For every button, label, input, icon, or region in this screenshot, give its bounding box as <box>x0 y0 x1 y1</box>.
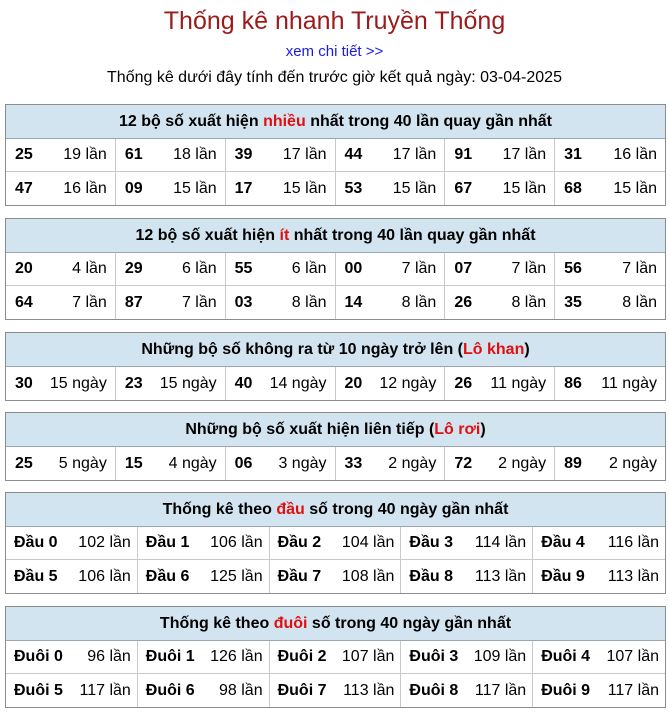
stat-number: Đầu 7 <box>277 567 322 585</box>
stat-cell <box>6 172 116 205</box>
stat-number: Đầu 4 <box>541 534 585 551</box>
header-text: nhất trong 40 lần quay gần nhất <box>310 112 552 130</box>
stat-count: 12 ngày <box>379 374 437 392</box>
stat-cell <box>6 674 138 707</box>
header-highlight: nhiều <box>263 112 306 130</box>
dau-panel <box>5 492 666 594</box>
header-highlight: Lô rơi <box>434 420 481 438</box>
stat-number: Đầu 1 <box>145 534 190 551</box>
stat-cell <box>445 172 555 205</box>
stat-count: 7 lần <box>401 260 437 277</box>
panel-header <box>6 607 665 641</box>
stat-cell <box>270 674 402 707</box>
stat-count: 16 lần <box>63 179 107 197</box>
stat-count: 17 lần <box>282 146 327 163</box>
lo-roi-panel <box>5 412 666 481</box>
stat-count: 126 lần <box>210 648 263 665</box>
stat-number: 40 <box>234 374 253 392</box>
stat-cell <box>555 139 665 172</box>
stat-count: 107 lần <box>341 648 395 665</box>
stat-cell <box>138 527 270 560</box>
stat-cell <box>116 367 226 400</box>
stat-count: 7 lần <box>622 260 657 277</box>
stats-grid <box>6 447 665 480</box>
header-text: 12 bộ số xuất hiện <box>119 112 259 130</box>
stat-count: 8 lần <box>291 293 327 311</box>
stat-number: Đuôi 9 <box>541 681 591 699</box>
least-frequent-panel <box>5 218 666 320</box>
stat-count: 116 lần <box>607 534 659 551</box>
stat-cell <box>336 286 446 319</box>
stat-number: 64 <box>15 293 33 311</box>
stat-number: Đầu 9 <box>541 567 585 585</box>
stat-cell <box>533 674 665 707</box>
stat-count: 15 lần <box>613 179 657 197</box>
stats-grid <box>6 527 665 593</box>
stat-count: 18 lần <box>173 146 217 163</box>
stat-cell <box>6 286 116 319</box>
stat-cell <box>6 527 138 560</box>
stat-number: 15 <box>124 454 143 472</box>
stat-count: 5 ngày <box>58 454 107 472</box>
stat-count: 104 lần <box>341 534 395 551</box>
stat-cell <box>226 367 336 400</box>
stat-cell <box>555 253 665 286</box>
stat-count: 2 ngày <box>388 454 437 472</box>
stat-number: 31 <box>564 146 582 163</box>
stat-cell <box>270 527 402 560</box>
stat-number: 26 <box>454 374 473 392</box>
stat-number: 55 <box>234 260 253 277</box>
stat-cell <box>445 447 555 480</box>
stat-count: 19 lần <box>63 146 107 163</box>
header-text: số trong 40 ngày gần nhất <box>309 500 509 518</box>
stat-count: 8 lần <box>511 293 547 311</box>
stat-cell <box>138 674 270 707</box>
stat-count: 117 lần <box>79 681 131 699</box>
stat-cell <box>116 253 226 286</box>
header-highlight: đuôi <box>273 614 308 632</box>
stat-count: 2 ngày <box>608 454 657 472</box>
stat-number: 03 <box>234 293 253 311</box>
stat-number: 00 <box>344 260 363 277</box>
stat-count: 14 ngày <box>269 374 327 392</box>
stats-grid <box>6 139 665 205</box>
stat-cell <box>555 447 665 480</box>
detail-link[interactable]: xem chi tiết >> <box>285 43 384 60</box>
stat-cell <box>226 172 336 205</box>
stat-number: 56 <box>564 260 582 277</box>
stats-grid <box>6 367 665 400</box>
panel-header <box>6 413 665 447</box>
stat-number: 20 <box>15 260 33 277</box>
stat-number: 86 <box>564 374 582 392</box>
stat-number: 44 <box>344 146 363 163</box>
stat-count: 15 lần <box>173 179 217 197</box>
stat-count: 98 lần <box>219 681 263 699</box>
panel-header <box>6 219 665 253</box>
panel-header <box>6 105 665 139</box>
stat-number: Đầu 0 <box>14 534 58 551</box>
stat-number: 09 <box>124 179 143 197</box>
stat-number: Đầu 2 <box>277 534 322 551</box>
stat-count: 102 lần <box>78 534 131 551</box>
stat-cell <box>336 367 446 400</box>
header-text: Thống kê theo <box>162 500 272 518</box>
header-text: ) <box>480 420 486 438</box>
stat-cell <box>226 253 336 286</box>
stat-number: 68 <box>564 179 582 197</box>
stat-count: 16 lần <box>613 146 657 163</box>
stat-number: 67 <box>454 179 473 197</box>
stat-count: 7 lần <box>181 293 217 311</box>
stat-cell <box>226 286 336 319</box>
stat-cell <box>138 560 270 593</box>
stat-count: 113 lần <box>607 567 659 585</box>
stat-number: Đuôi 2 <box>277 648 327 665</box>
stat-count: 107 lần <box>606 648 659 665</box>
stat-number: 30 <box>15 374 33 392</box>
stat-count: 6 lần <box>291 260 327 277</box>
duoi-panel <box>5 606 666 708</box>
page-subtitle: Thống kê dưới đây tính đến trước giờ kết quả ngày: 03-04-2025 <box>107 69 562 86</box>
stat-number: Đầu 3 <box>409 534 453 551</box>
header-text: nhất trong 40 lần quay gần nhất <box>293 226 536 244</box>
stat-count: 117 lần <box>474 681 527 699</box>
stat-number: Đuôi 5 <box>14 681 63 699</box>
stat-number: Đầu 5 <box>14 567 58 585</box>
stat-count: 11 ngày <box>490 374 547 392</box>
stat-cell <box>116 286 226 319</box>
stat-count: 106 lần <box>210 534 263 551</box>
header-highlight: đầu <box>276 500 305 518</box>
stat-count: 2 ngày <box>498 454 547 472</box>
stats-grid <box>6 253 665 319</box>
stat-cell <box>116 139 226 172</box>
stat-count: 117 lần <box>607 681 659 699</box>
stat-number: 47 <box>15 179 33 197</box>
stat-number: 87 <box>124 293 143 311</box>
stat-number: 14 <box>344 293 363 311</box>
stat-count: 7 lần <box>511 260 547 277</box>
stat-cell <box>6 253 116 286</box>
stat-cell <box>401 527 533 560</box>
stat-number: Đầu 8 <box>409 567 453 585</box>
stat-cell <box>270 641 402 674</box>
stat-count: 4 lần <box>72 260 107 277</box>
stat-number: 39 <box>234 146 253 163</box>
stat-number: Đuôi 6 <box>145 681 195 699</box>
stat-number: 35 <box>564 293 582 311</box>
stat-cell <box>336 172 446 205</box>
most-frequent-panel <box>5 104 666 206</box>
stat-count: 15 ngày <box>49 374 107 392</box>
page-title: Thống kê nhanh Truyền Thống <box>163 7 506 35</box>
stat-cell <box>401 560 533 593</box>
stat-cell <box>116 447 226 480</box>
stat-number: Đuôi 0 <box>14 648 63 665</box>
stat-number: 89 <box>564 454 582 472</box>
stat-cell <box>226 139 336 172</box>
stat-count: 4 ngày <box>168 454 217 472</box>
stat-count: 15 lần <box>392 179 437 197</box>
stat-count: 109 lần <box>473 648 527 665</box>
stat-number: Đuôi 8 <box>409 681 459 699</box>
stat-cell <box>336 253 446 286</box>
stat-cell <box>533 560 665 593</box>
header-text: Những bộ số xuất hiện liên tiếp ( <box>185 420 435 438</box>
header-text: ) <box>524 340 530 358</box>
stat-cell <box>270 560 402 593</box>
stat-count: 114 lần <box>474 534 527 551</box>
panel-header <box>6 333 665 367</box>
stat-count: 11 ngày <box>601 374 657 392</box>
stat-number: 91 <box>454 146 473 163</box>
stat-cell <box>6 560 138 593</box>
stat-count: 8 lần <box>622 293 657 311</box>
stat-count: 96 lần <box>87 648 131 665</box>
stat-cell <box>445 253 555 286</box>
stat-cell <box>533 641 665 674</box>
stat-count: 113 lần <box>474 567 527 585</box>
stat-cell <box>336 447 446 480</box>
stat-cell <box>6 641 138 674</box>
stat-cell <box>401 641 533 674</box>
stat-number: 20 <box>344 374 363 392</box>
stat-cell <box>555 367 665 400</box>
stats-grid <box>6 641 665 707</box>
stat-count: 3 ngày <box>278 454 327 472</box>
stat-number: 26 <box>454 293 473 311</box>
stat-count: 15 lần <box>282 179 327 197</box>
stat-cell <box>445 286 555 319</box>
stat-number: 33 <box>344 454 363 472</box>
header-text: Những bộ số không ra từ 10 ngày trở lên ( <box>141 340 463 358</box>
stat-count: 106 lần <box>78 567 131 585</box>
stat-number: Đầu 6 <box>145 567 190 585</box>
stat-count: 15 lần <box>502 179 547 197</box>
stat-number: Đuôi 4 <box>541 648 591 665</box>
header-text: Thống kê theo <box>159 614 270 632</box>
stat-cell <box>445 367 555 400</box>
stat-count: 8 lần <box>401 293 437 311</box>
stat-cell <box>533 527 665 560</box>
stat-count: 7 lần <box>72 293 107 311</box>
stat-number: Đuôi 7 <box>277 681 327 699</box>
stat-number: Đuôi 1 <box>145 648 195 665</box>
stat-number: 61 <box>124 146 143 163</box>
stat-cell <box>138 641 270 674</box>
stat-count: 125 lần <box>210 567 263 585</box>
stat-number: 07 <box>454 260 473 277</box>
stat-number: 25 <box>15 146 33 163</box>
stat-number: 25 <box>15 454 33 472</box>
lo-khan-panel <box>5 332 666 401</box>
stat-number: 17 <box>234 179 253 197</box>
header-text: số trong 40 ngày gần nhất <box>311 614 512 632</box>
header-highlight: ít <box>279 226 290 244</box>
stat-cell <box>6 367 116 400</box>
stat-count: 17 lần <box>502 146 547 163</box>
stat-cell <box>445 139 555 172</box>
stat-cell <box>336 139 446 172</box>
stat-number: 23 <box>124 374 143 392</box>
stat-number: 72 <box>454 454 473 472</box>
stat-count: 108 lần <box>341 567 395 585</box>
header-highlight: Lô khan <box>463 340 525 358</box>
panel-header <box>6 493 665 527</box>
stat-cell <box>6 447 116 480</box>
stat-cell <box>401 674 533 707</box>
stat-count: 6 lần <box>181 260 217 277</box>
header-text: 12 bộ số xuất hiện <box>135 226 276 244</box>
stat-cell <box>555 172 665 205</box>
stat-number: Đuôi 3 <box>409 648 459 665</box>
stat-count: 113 lần <box>343 681 395 699</box>
stat-number: 53 <box>344 179 363 197</box>
stat-count: 15 ngày <box>159 374 217 392</box>
stat-number: 06 <box>234 454 253 472</box>
stat-cell <box>6 139 116 172</box>
stat-number: 29 <box>124 260 143 277</box>
stat-cell <box>226 447 336 480</box>
stat-count: 17 lần <box>392 146 437 163</box>
stat-cell <box>116 172 226 205</box>
stat-cell <box>555 286 665 319</box>
